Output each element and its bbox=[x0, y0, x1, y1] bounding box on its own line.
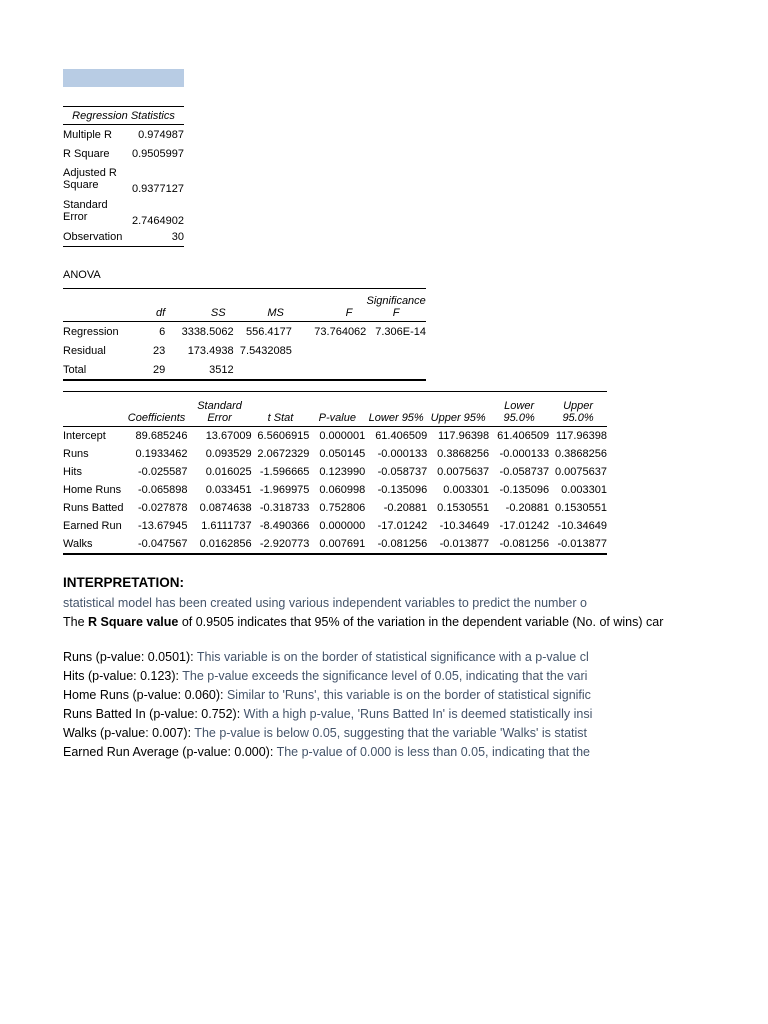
coef-cell: 13.67009 bbox=[205, 430, 252, 442]
stat-value: 30 bbox=[125, 227, 184, 247]
coefficients-table bbox=[63, 391, 607, 555]
item-text: The p-value is below 0.05, suggesting that the variable 'Walks' is statist bbox=[191, 726, 588, 740]
table-row bbox=[63, 322, 426, 342]
coef-cell: 0.123990 bbox=[319, 466, 366, 478]
coef-cell: 0.0075637 bbox=[555, 466, 607, 478]
coef-row-label: Intercept bbox=[63, 430, 106, 442]
coef-cell: 2.0672329 bbox=[257, 448, 310, 460]
anova-header-f: F bbox=[292, 289, 366, 322]
item-label: Runs Batted In (p-value: 0.752): bbox=[63, 707, 241, 721]
coef-cell: 0.003301 bbox=[443, 484, 490, 496]
stat-value: 0.9505997 bbox=[132, 147, 184, 160]
coef-cell: -0.013877 bbox=[549, 535, 607, 554]
table-row bbox=[63, 463, 607, 481]
anova-header-sig: Significance F bbox=[366, 289, 426, 322]
coef-cell: 0.0162856 bbox=[188, 535, 252, 554]
coef-cell: 0.3868256 bbox=[437, 448, 490, 460]
coef-cell: -0.025587 bbox=[137, 466, 188, 478]
stat-label: R Square bbox=[63, 147, 110, 160]
coef-header: Upper 95% bbox=[427, 392, 489, 427]
item-text: The p-value exceeds the significance level of 0.05, indicating that the vari bbox=[179, 669, 588, 683]
stat-label: Multiple R bbox=[63, 128, 112, 141]
table-row bbox=[63, 163, 184, 195]
coef-cell: -0.047567 bbox=[126, 535, 188, 554]
item-label: Home Runs (p-value: 0.060): bbox=[63, 688, 224, 702]
coef-cell: -0.135096 bbox=[377, 484, 428, 496]
table-row bbox=[63, 360, 426, 380]
coef-cell: 0.3868256 bbox=[555, 448, 607, 460]
stat-value: 0.974987 bbox=[138, 128, 184, 141]
anova-header-ss: SS bbox=[165, 289, 233, 322]
coef-cell: 117.96398 bbox=[555, 430, 607, 442]
item-text: With a high p-value, 'Runs Batted In' is deemed statistically insi bbox=[240, 707, 593, 721]
anova-ms: 7.5432085 bbox=[239, 344, 292, 357]
coef-cell: -0.081256 bbox=[365, 535, 427, 554]
coef-cell: -0.058737 bbox=[377, 466, 428, 478]
coef-cell: 0.050145 bbox=[319, 448, 366, 460]
stat-value: 2.7464902 bbox=[132, 215, 184, 227]
coef-cell: 0.033451 bbox=[205, 484, 252, 496]
coef-cell: -0.20881 bbox=[505, 502, 550, 514]
coef-header: Coefficients bbox=[126, 392, 188, 427]
interpretation-title: INTERPRETATION: bbox=[63, 575, 184, 590]
anova-f bbox=[292, 341, 366, 360]
coef-cell: -13.67945 bbox=[137, 520, 188, 532]
coef-header: P-value bbox=[309, 392, 365, 427]
coef-cell: -0.058737 bbox=[499, 466, 550, 478]
anova-ms bbox=[234, 360, 292, 380]
anova-df: 23 bbox=[152, 344, 166, 357]
coef-cell: 61.406509 bbox=[375, 430, 428, 442]
coef-cell: -10.34649 bbox=[439, 520, 490, 532]
anova-ss: 3338.5062 bbox=[181, 325, 234, 338]
table-row bbox=[63, 144, 184, 163]
coef-cell: -0.318733 bbox=[259, 502, 310, 514]
coef-cell: -0.065898 bbox=[137, 484, 188, 496]
anova-sig bbox=[366, 360, 426, 380]
coef-cell: 0.016025 bbox=[205, 466, 252, 478]
anova-df: 29 bbox=[119, 360, 165, 380]
coef-cell: 61.406509 bbox=[497, 430, 550, 442]
interpretation-item bbox=[63, 724, 668, 743]
anova-label: Regression bbox=[63, 325, 119, 338]
coef-cell: -0.20881 bbox=[383, 502, 428, 514]
coef-cell: 0.0075637 bbox=[437, 466, 490, 478]
coef-cell: 89.685246 bbox=[135, 430, 188, 442]
interpretation-item bbox=[63, 705, 668, 724]
coef-cell: -0.013877 bbox=[427, 535, 489, 554]
rsq-prefix: The bbox=[63, 615, 89, 629]
anova-label: Total bbox=[63, 360, 119, 380]
coef-header bbox=[63, 392, 126, 427]
anova-ms: 556.4177 bbox=[246, 325, 292, 338]
regression-statistics-title: Regression Statistics bbox=[63, 107, 184, 125]
header-highlight-cell bbox=[63, 69, 184, 87]
interpretation-section bbox=[63, 573, 668, 762]
coef-cell: -17.01242 bbox=[377, 520, 428, 532]
table-row bbox=[63, 125, 184, 145]
table-row bbox=[63, 195, 184, 227]
coef-cell: 6.5606915 bbox=[257, 430, 310, 442]
item-label: Walks (p-value: 0.007): bbox=[63, 726, 192, 740]
coef-cell: 0.0874638 bbox=[199, 502, 252, 514]
coef-header: Upper 95.0% bbox=[549, 392, 607, 427]
rsq-bold: R Square value bbox=[88, 615, 179, 629]
coef-cell: 0.1530551 bbox=[555, 502, 607, 514]
item-label: Hits (p-value: 0.123): bbox=[63, 669, 180, 683]
coef-cell: -17.01242 bbox=[499, 520, 550, 532]
stat-label: Standard Error bbox=[63, 199, 108, 223]
coef-row-label: Hits bbox=[63, 466, 82, 478]
coef-cell: 0.1933462 bbox=[135, 448, 188, 460]
coef-cell: 0.000000 bbox=[319, 520, 366, 532]
anova-sig: 7.306E-14 bbox=[375, 325, 426, 338]
anova-header-ms: MS bbox=[234, 289, 292, 322]
coef-cell: -10.34649 bbox=[557, 520, 607, 532]
stat-value: 0.9377127 bbox=[132, 183, 184, 195]
coef-header: Standard Error bbox=[188, 392, 252, 427]
anova-label: Residual bbox=[63, 344, 106, 357]
coef-cell: 117.96398 bbox=[437, 430, 490, 442]
interpretation-item bbox=[63, 648, 668, 667]
interpretation-rsquare bbox=[63, 613, 668, 632]
coef-cell: 0.060998 bbox=[319, 484, 366, 496]
anova-df: 6 bbox=[159, 325, 166, 338]
interpretation-item bbox=[63, 686, 668, 705]
coef-cell: 0.093529 bbox=[205, 448, 252, 460]
interpretation-item bbox=[63, 743, 668, 762]
coef-cell: 0.003301 bbox=[561, 484, 607, 496]
coef-cell: -0.027878 bbox=[137, 502, 188, 514]
anova-title: ANOVA bbox=[63, 269, 101, 281]
coef-cell: -0.000133 bbox=[499, 448, 550, 460]
coef-row-label: Runs bbox=[63, 448, 89, 460]
interpretation-intro: statistical model has been created using various independent variables to predict the number o bbox=[63, 596, 587, 610]
anova-sig bbox=[366, 341, 426, 360]
coef-cell: 0.752806 bbox=[319, 502, 366, 514]
coef-cell: 1.6111737 bbox=[201, 520, 252, 532]
coef-cell: -1.969975 bbox=[259, 484, 310, 496]
rsq-rest: of 0.9505 indicates that 95% of the variation in the dependent variable (No. of wins) car bbox=[178, 615, 664, 629]
anova-f bbox=[292, 360, 366, 380]
coef-cell: -0.081256 bbox=[489, 535, 549, 554]
anova-header bbox=[63, 289, 119, 322]
coef-cell: 0.000001 bbox=[319, 430, 366, 442]
coef-cell: -0.000133 bbox=[377, 448, 428, 460]
anova-table bbox=[63, 288, 426, 381]
item-text: The p-value of 0.000 is less than 0.05, indicating that the bbox=[273, 745, 590, 759]
anova-header-df: df bbox=[119, 289, 165, 322]
table-row bbox=[63, 341, 426, 360]
coef-row-label: Walks bbox=[63, 535, 126, 554]
coef-cell: -0.135096 bbox=[499, 484, 550, 496]
coef-header: Lower 95% bbox=[365, 392, 427, 427]
table-row bbox=[63, 227, 184, 247]
table-row bbox=[63, 517, 607, 535]
item-label: Runs (p-value: 0.0501): bbox=[63, 650, 194, 664]
coef-cell: -2.920773 bbox=[252, 535, 310, 554]
item-text: This variable is on the border of statistical significance with a p-value cl bbox=[193, 650, 589, 664]
coef-row-label: Earned Run bbox=[63, 520, 122, 532]
coef-cell: -1.596665 bbox=[259, 466, 310, 478]
table-row bbox=[63, 427, 607, 446]
table-row bbox=[63, 445, 607, 463]
table-row bbox=[63, 481, 607, 499]
anova-f: 73.764062 bbox=[314, 325, 367, 338]
regression-statistics-table bbox=[63, 106, 184, 247]
anova-ss: 3512 bbox=[165, 360, 233, 380]
coef-row-label: Home Runs bbox=[63, 484, 122, 496]
coef-header: Lower 95.0% bbox=[489, 392, 549, 427]
coef-header: t Stat bbox=[252, 392, 310, 427]
coef-cell: 0.1530551 bbox=[437, 502, 490, 514]
anova-ss: 173.4938 bbox=[187, 344, 234, 357]
interpretation-item bbox=[63, 667, 668, 686]
coef-cell: -8.490366 bbox=[259, 520, 310, 532]
stat-label: Adjusted R Square bbox=[63, 167, 117, 191]
table-row bbox=[63, 499, 607, 517]
item-label: Earned Run Average (p-value: 0.000): bbox=[63, 745, 274, 759]
item-text: Similar to 'Runs', this variable is on the border of statistical signific bbox=[223, 688, 591, 702]
table-row bbox=[63, 535, 607, 554]
coef-row-label: Runs Batted bbox=[63, 502, 124, 514]
stat-label: Observation bbox=[63, 227, 125, 247]
coef-cell: 0.007691 bbox=[309, 535, 365, 554]
